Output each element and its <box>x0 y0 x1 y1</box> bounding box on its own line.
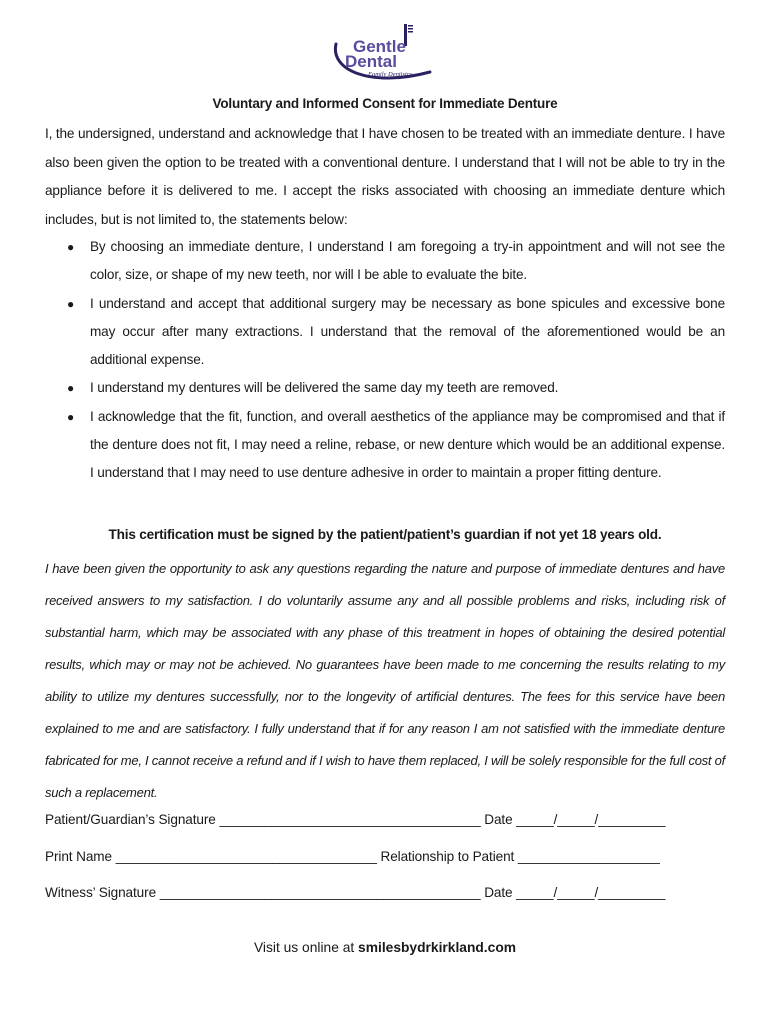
relationship-label: Relationship to Patient <box>380 849 515 864</box>
list-item <box>45 374 725 402</box>
gentle-dental-logo <box>330 22 440 88</box>
list-item <box>45 403 725 488</box>
list-item <box>45 290 725 375</box>
consent-statement: I have been given the opportunity to ask any questions regarding the nature and purpose of immediate dentures and have received answers to my satisfaction. I do voluntarily assume any and all possible problems and risks, including risk of substantial harm, which may be associated with any phase of this treatment in hopes of obtaining the desired potential results, which may or may not be achieved. No guarantees have been made to me concerning the results relating to my ability to utilize my dentures successfully, nor to the longevity of artificial dentures. The fees for this service have been explained to me and are satisfactory. I fully understand that if for any reason I am not satisfied with the immediate denture fabricated for me, I cannot receive a refund and if I wish to have them replaced, I will be solely responsible for the full cost of such a replacement. <box>45 561 725 800</box>
relationship-field[interactable]: ___________________ <box>517 849 660 864</box>
certification-notice: This certification must be signed by the patient/patient’s guardian if not yet 18 years old. <box>108 527 662 542</box>
bullet-text: I acknowledge that the fit, function, and overall aesthetics of the appliance may be compromised and that if the denture does not fit, I may need a reline, rebase, or new denture which would be an additional expense. I understand that I may need to use denture adhesive in order to maintain a proper fitting denture. <box>90 408 725 481</box>
footer <box>0 940 770 955</box>
patient-signature-label: Patient/Guardian’s Signature <box>45 812 216 827</box>
bullet-icon: ● <box>67 409 75 424</box>
patient-signature-line <box>45 812 725 827</box>
patient-signature-field[interactable]: ___________________________________ <box>219 812 481 827</box>
witness-signature-label: Witness’ Signature <box>45 885 157 900</box>
logo-line1: Gentle <box>353 37 406 56</box>
print-name-field[interactable]: ___________________________________ <box>115 849 377 864</box>
bullet-text: I understand my dentures will be delivered the same day my teeth are removed. <box>90 380 559 396</box>
intro-paragraph: I, the undersigned, understand and acknowledge that I have chosen to be treated with an immediate denture. I have also been given the option to be treated with a conventional denture. I understand that I will not be able to try in the appliance before it is delivered to me. I accept the risks associated with choosing an immediate denture which includes, but is not limited to, the statements below: <box>45 126 725 227</box>
witness-date-field[interactable]: _____/_____/_________ <box>516 885 666 900</box>
print-name-label: Print Name <box>45 849 112 864</box>
risk-statement-list <box>45 233 725 488</box>
logo-line2: Dental <box>345 52 397 71</box>
document-title: Voluntary and Informed Consent for Immediate Denture <box>212 96 558 111</box>
witness-date-label: Date <box>484 885 513 900</box>
witness-signature-line <box>45 885 725 900</box>
bullet-text: By choosing an immediate denture, I understand I am foregoing a try-in appointment and will not see the color, size, or shape of my new teeth, nor will I be able to evaluate the bite. <box>90 239 725 283</box>
bullet-icon: ● <box>67 296 75 311</box>
website-link[interactable]: smilesbydrkirkland.com <box>358 940 517 955</box>
patient-date-label: Date <box>484 812 513 827</box>
bullet-text: I understand and accept that additional surgery may be necessary as bone spicules and excessive bone may occur after many extractions. I understand that the removal of the aforementioned would be an additional expense. <box>90 295 725 368</box>
bullet-icon: ● <box>67 240 75 254</box>
patient-date-field[interactable]: _____/_____/_________ <box>516 812 666 827</box>
logo-tagline: Family Dentistry <box>368 71 413 78</box>
footer-prefix: Visit us online at <box>253 940 355 955</box>
bullet-icon: ● <box>67 381 75 396</box>
witness-signature-field[interactable]: ___________________________________________ <box>159 885 481 900</box>
list-item <box>45 233 725 290</box>
print-name-line <box>45 849 725 864</box>
